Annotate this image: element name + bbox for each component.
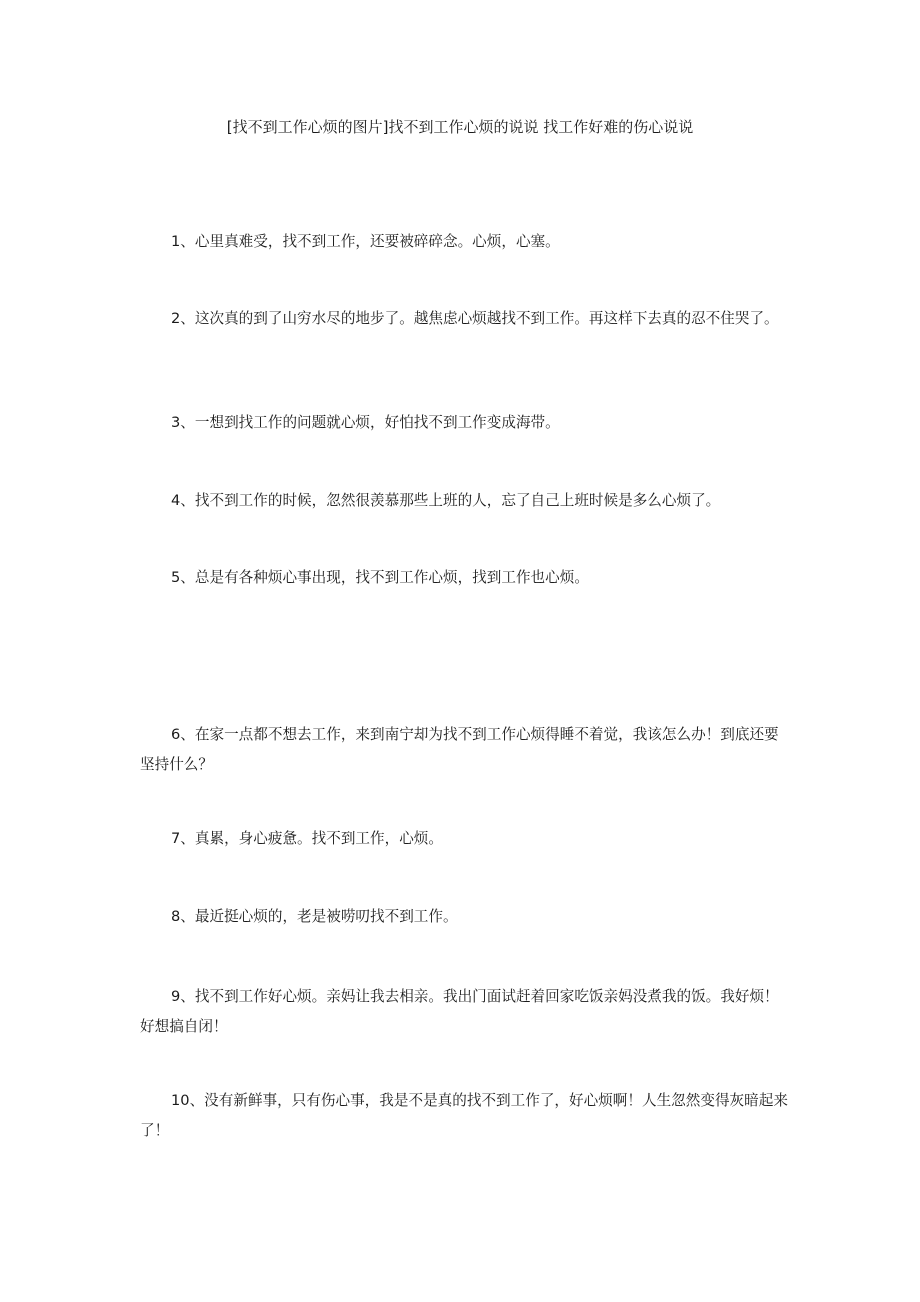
paragraph-10: 10、没有新鲜事，只有伤心事，我是不是真的找不到工作了，好心烦啊！人生忽然变得灰暗起来了！	[140, 1092, 788, 1139]
paragraph-1: 1、心里真难受，找不到工作，还要被碎碎念。心烦，心塞。	[171, 233, 560, 250]
paragraph-9: 9、找不到工作好心烦。亲妈让我去相亲。我出门面试赶着回家吃饭亲妈没煮我的饭。我好烦！好想搞自闭！	[140, 988, 779, 1035]
paragraph-7: 7、真累，身心疲惫。找不到工作，心烦。	[171, 830, 443, 847]
paragraph-3: 3、一想到找工作的问题就心烦，好怕找不到工作变成海带。	[171, 414, 560, 431]
paragraph-8: 8、最近挺心烦的，老是被唠叨找不到工作。	[171, 908, 458, 925]
paragraph-2: 2、这次真的到了山穷水尽的地步了。越焦虑心烦越找不到工作。再这样下去真的忍不住哭了。	[171, 310, 779, 327]
document-title: [找不到工作心烦的图片]找不到工作心烦的说说 找工作好难的伤心说说	[226, 118, 694, 136]
paragraph-6: 6、在家一点都不想去工作，来到南宁却为找不到工作心烦得睡不着觉，我该怎么办！到底还要坚持什么？	[140, 726, 779, 773]
paragraph-4: 4、找不到工作的时候，忽然很羡慕那些上班的人，忘了自己上班时候是多么心烦了。	[171, 492, 721, 509]
paragraph-5: 5、总是有各种烦心事出现，找不到工作心烦，找到工作也心烦。	[171, 569, 589, 586]
